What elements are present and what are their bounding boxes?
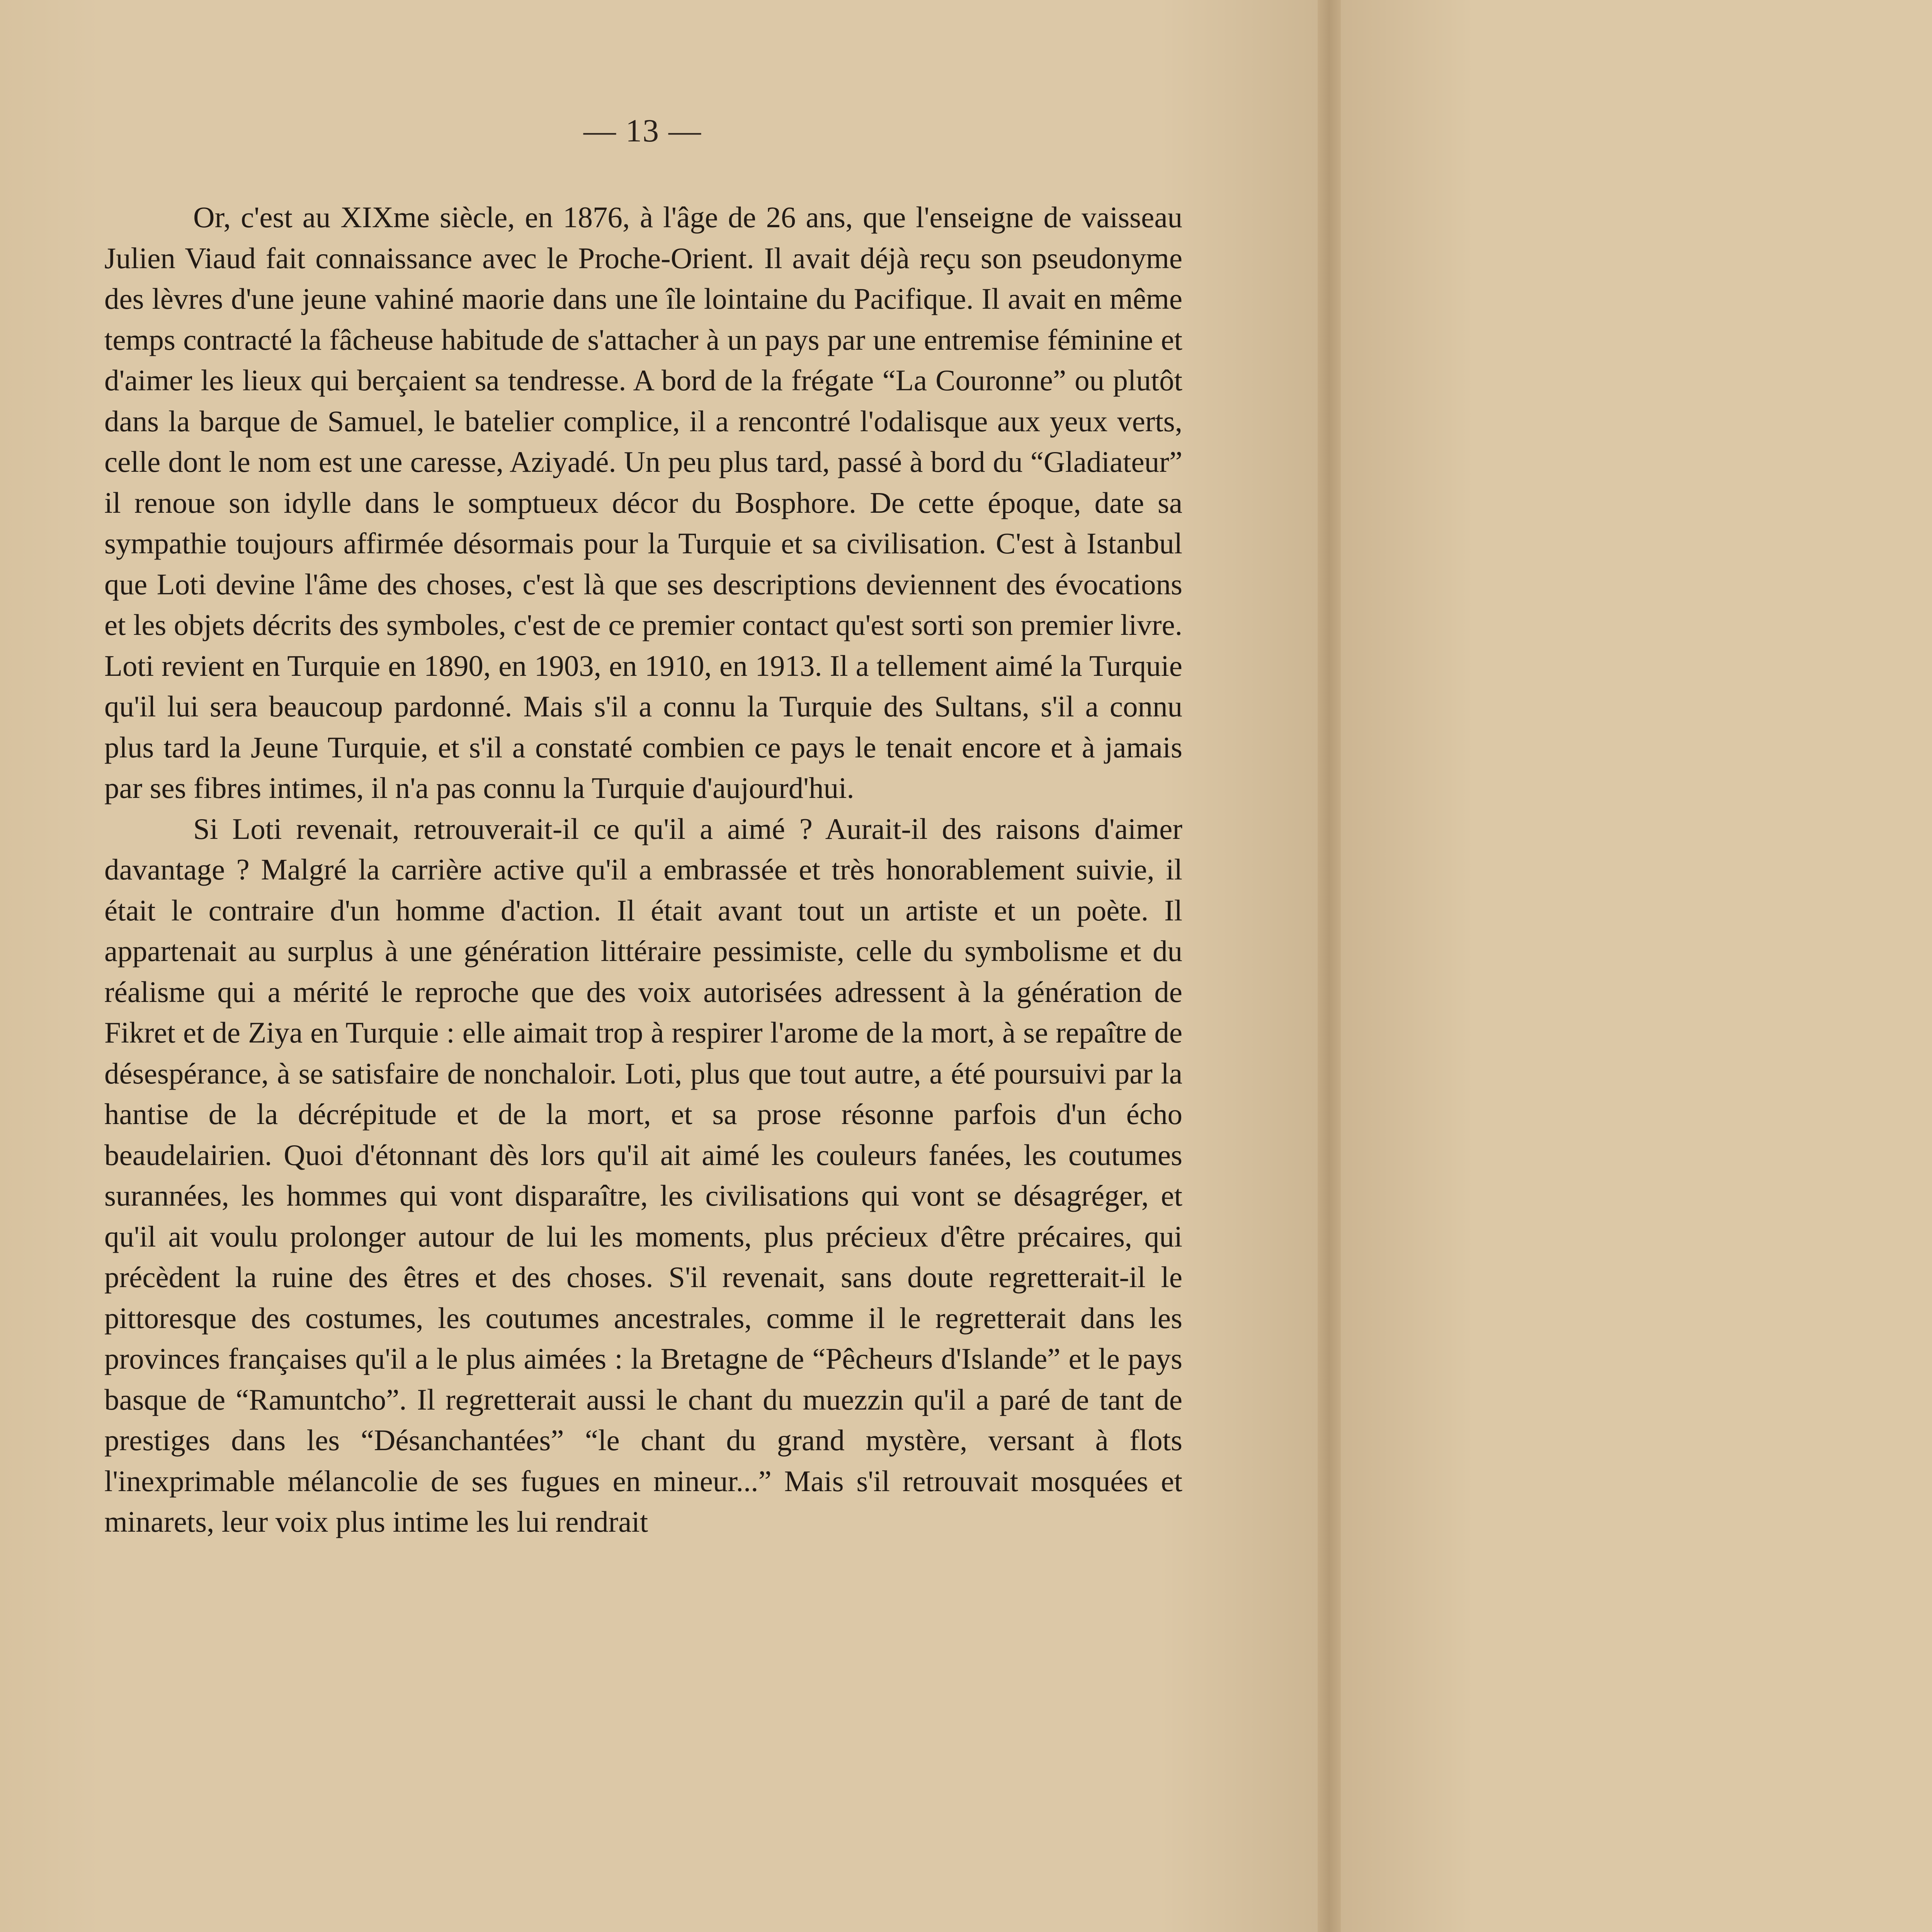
book-gutter bbox=[1318, 0, 1341, 1932]
left-page-text bbox=[104, 197, 1182, 1543]
paragraph: Si Loti revenait, retrouverait-il ce qu'il a aimé ? Aurait-il des raisons d'aimer davantage ? Malgré la carrière active qu'il a embrassée et très honorablement suivie, il était le contraire d'un homme d'action. Il était avant tout un artiste et un poète. Il appartenait au surplus à une génération littéraire pessimiste, celle du symbolisme et du réalisme qui a mérité le reproche que des voix autorisées adressent à la génération de Fikret et de Ziya en Turquie : elle aimait trop à respirer l'arome de la mort, à se repaître de désespérance, à se satisfaire de nonchaloir. Loti, plus que tout autre, a été poursuivi par la hantise de la décrépitude et de la mort, et sa prose résonne parfois d'un écho beaudelairien. Quoi d'étonnant dès lors qu'il ait aimé les couleurs fanées, les coutumes surannées, les hommes qui vont disparaître, les civilisations qui vont se désagréger, et qu'il ait voulu prolonger autour de lui les moments, plus précieux d'être précaires, qui précèdent la ruine des êtres et des choses. S'il revenait, sans doute regretterait-il le pittoresque des costumes, les coutumes ancestrales, comme il le regretterait dans les provinces françaises qu'il a le plus aimées : la Bretagne de “Pêcheurs d'Islande” et le pays basque de “Ramuntcho”. Il regretterait aussi le chant du muezzin qu'il a paré de tant de prestiges dans les “Désanchantées” “le chant du grand mystère, versant à flots l'inexprimable mélancolie de ses fugues en mineur...” Mais s'il retrouvait mosquées et minarets, leur voix plus intime les lui rendrait bbox=[104, 812, 1182, 1538]
paragraph: Or, c'est au XIXme siècle, en 1876, à l'âge de 26 ans, que l'enseigne de vaisseau Julien Viaud fait connaissance avec le Proche-Orient. Il avait déjà reçu son pseudonyme des lèvres d'une jeune vahiné maorie dans une île lointaine du Pacifique. Il avait en même temps contracté la fâcheuse habitude de s'attacher à un pays par une entremise féminine et d'aimer les lieux qui berçaient sa tendresse. A bord de la frégate “La Couronne” ou plutôt dans la barque de Samuel, le batelier complice, il a rencontré l'odalisque aux yeux verts, celle dont le nom est une caresse, Aziyadé. Un peu plus tard, passé à bord du “Gladiateur” il renoue son idylle dans le somptueux décor du Bosphore. De cette époque, date sa sympathie toujours affirmée désormais pour la Turquie et sa civilisation. C'est à Istanbul que Loti devine l'âme des choses, c'est là que ses descriptions deviennent des évocations et les objets décrits des symboles, c'est de ce premier contact qu'est sorti son premier livre. Loti revient en Turquie en 1890, en 1903, en 1910, en 1913. Il a tellement aimé la Turquie qu'il lui sera beaucoup pardonné. Mais s'il a connu la Turquie des Sultans, s'il a connu plus tard la Jeune Turquie, et s'il a constaté combien ce pays le tenait encore et à jamais par ses fibres intimes, il n'a pas connu la Turquie d'aujourd'hui. bbox=[104, 201, 1182, 804]
right-page bbox=[1341, 0, 1932, 1932]
page-number-13: — 13 — bbox=[583, 113, 702, 149]
